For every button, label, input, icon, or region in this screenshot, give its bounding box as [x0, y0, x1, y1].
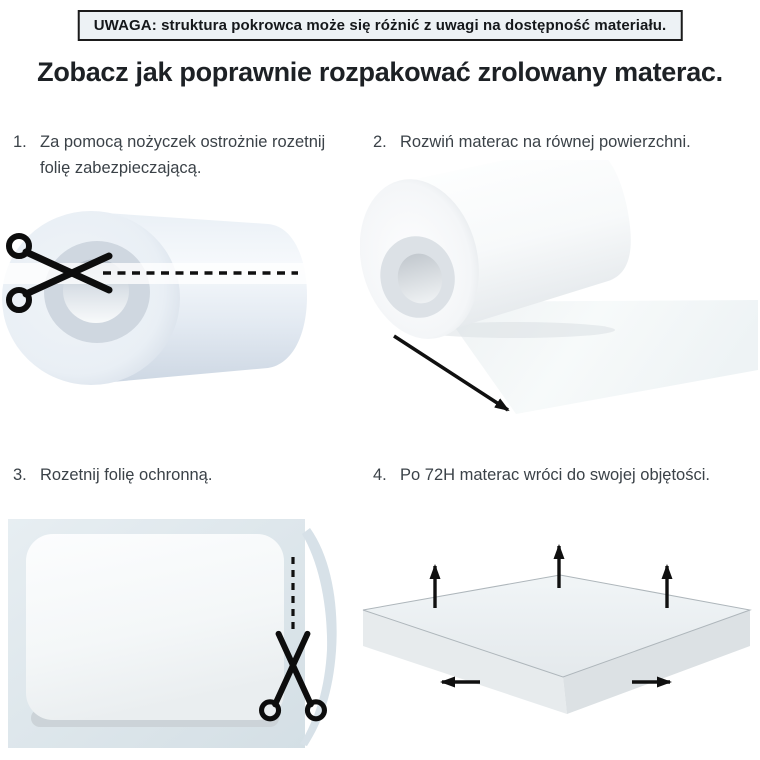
step-1-caption — [13, 129, 345, 181]
step-3-number: 3. — [13, 466, 27, 484]
step-2-text: Rozwiń materac na równej powierzchni. — [400, 133, 691, 151]
step-4-illustration — [360, 530, 760, 758]
step-2-illustration — [360, 160, 760, 428]
step-2-number: 2. — [373, 133, 387, 151]
rolled-mattress — [2, 211, 307, 385]
notice-banner — [78, 10, 683, 41]
step-4-number: 4. — [373, 466, 387, 484]
step-4-text: Po 72H materac wróci do swojej objętości. — [400, 466, 710, 484]
step-2-caption — [373, 129, 759, 155]
step-3-illustration — [5, 515, 355, 757]
page-title: Zobacz jak poprawnie rozpakować zrolowany materac. — [37, 57, 723, 87]
step-4-caption — [373, 462, 759, 488]
step-3-caption — [13, 462, 345, 488]
notice-text: UWAGA: struktura pokrowca może się różnić z uwagi na dostępność materiału. — [93, 17, 667, 34]
step-1-illustration — [0, 188, 345, 413]
flat-mattress — [26, 534, 284, 720]
expanded-mattress — [363, 575, 750, 714]
step-1-text: Za pomocą nożyczek ostrożnie rozetnij folię zabezpieczającą. — [40, 133, 326, 177]
step-1-number: 1. — [13, 133, 27, 151]
step-3-text: Rozetnij folię ochronną. — [40, 466, 213, 484]
